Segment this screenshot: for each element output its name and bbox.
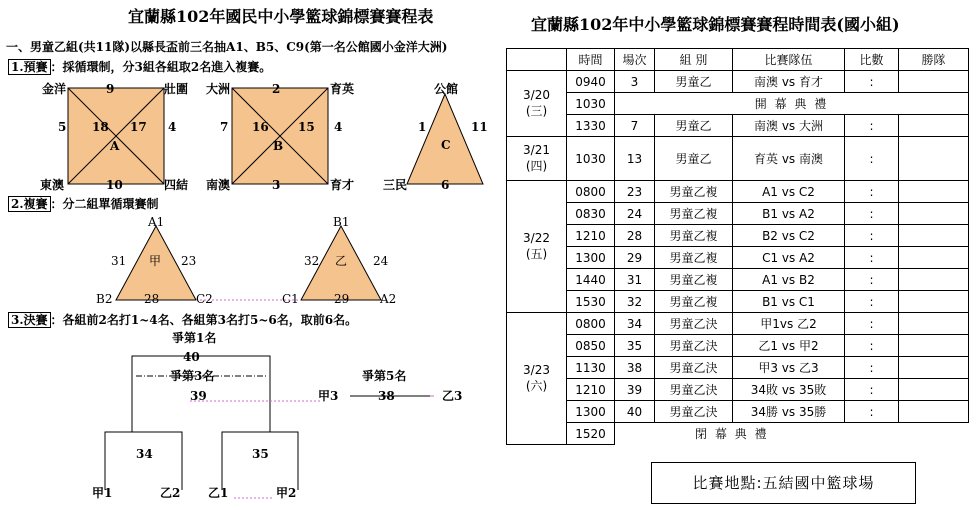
closing-ceremony: 閉 幕 典 禮: [695, 427, 769, 442]
jia-bottom-no: 28: [144, 292, 160, 306]
table-row: 3/23 (六) 0800 34 男童乙決 甲1vs 乙2 :: [507, 313, 969, 335]
final-bracket-diagram: [0, 330, 500, 510]
table-row: 1210 28 男童乙複 B2 vs C2 :: [507, 225, 969, 247]
table-row: 1520 閉 幕 典 禮: [507, 423, 969, 445]
bracket-team-3: 乙1: [208, 486, 229, 500]
yi-bottom-no: 29: [334, 292, 350, 306]
table-row: 1530 32 男童乙複 B1 vs C1 :: [507, 291, 969, 313]
group-c-label: C: [441, 138, 451, 152]
jia-left-no: 31: [111, 254, 127, 268]
prelim-heading: [8, 59, 271, 75]
group-a-br-team: 四結: [164, 178, 189, 192]
group-c-right-no: 11: [471, 120, 488, 134]
second-round-diagram: [90, 220, 410, 310]
group-a-label: A: [110, 139, 120, 153]
final-label: 3.決賽: [8, 312, 51, 328]
group-b-left-no: 7: [220, 120, 229, 134]
group-a-diag2-no: 17: [130, 120, 147, 134]
group-b-bl-team: 南澳: [206, 178, 231, 192]
final-heading: [8, 312, 357, 328]
group-a-right-no: 4: [168, 120, 177, 134]
group-b-top-no: 2: [272, 82, 281, 96]
group-b-br-team: 育才: [330, 178, 355, 192]
header-group: 組 別: [655, 49, 733, 71]
second-label: 2.複賽: [8, 196, 51, 212]
yi-right-no: 24: [373, 254, 389, 268]
group-c-bottom-no: 6: [441, 178, 450, 192]
group-b-diag1-no: 16: [252, 120, 269, 134]
jia-label: 甲: [149, 254, 162, 268]
fifth-right-team: 乙3: [442, 389, 463, 403]
table-row: 3/20 (三) 0940 3 男童乙 南澳 vs 育才 :: [507, 71, 969, 93]
table-row: 1330 7 男童乙 南澳 vs 大洲 :: [507, 115, 969, 137]
table-row: 1300 29 男童乙複 C1 vs A2 :: [507, 247, 969, 269]
table-row: 1440 31 男童乙複 A1 vs B2 :: [507, 269, 969, 291]
table-row: 1130 38 男童乙決 甲3 vs 乙3 :: [507, 357, 969, 379]
second-heading: [8, 196, 159, 212]
group-c-top-team: 公館: [434, 82, 459, 96]
header-time: 時間: [567, 49, 615, 71]
date-cell: 3/21 (四): [507, 137, 567, 181]
semi1-game-no: 34: [136, 447, 153, 461]
jia-right-no: 23: [181, 254, 197, 268]
final-rule: ：各組前2名打1~4名、各組第3名打5~6名，取前6名。: [50, 313, 358, 327]
bracket-team-1: 甲1: [92, 486, 113, 500]
header-teams: 比賽隊伍: [733, 49, 845, 71]
table-row: 3/21 (四) 1030 13 男童乙 育英 vs 南澳 :: [507, 137, 969, 181]
second-rule: ：分二組單循環賽制: [50, 197, 159, 211]
group-a-bottom-no: 10: [106, 178, 123, 192]
table-header-row: [507, 49, 969, 71]
left-title: 宜蘭縣102年國民中小學籃球錦標賽賽程表: [128, 7, 434, 26]
date-cell: 3/23 (六): [507, 313, 567, 445]
header-winner: 勝隊: [899, 49, 969, 71]
yi-left-no: 32: [304, 254, 320, 268]
table-row: 1030 開 幕 典 禮: [507, 93, 969, 115]
third-place-title: 爭第3名: [170, 369, 215, 383]
fifth-place-title: 爭第5名: [362, 369, 407, 383]
venue-box: 比賽地點:五結國中籃球場: [651, 462, 916, 504]
group-b-bottom-no: 3: [272, 178, 281, 192]
group-a-diag1-no: 18: [92, 120, 109, 134]
group-c-left-no: 1: [418, 120, 427, 134]
jia-br-seed: C2: [196, 292, 213, 306]
third-game-no: 39: [190, 389, 207, 403]
table-row: 1300 40 男童乙決 34勝 vs 35勝 :: [507, 401, 969, 423]
yi-label: 乙: [335, 254, 348, 268]
final-game-no: 40: [183, 350, 200, 364]
jia-bl-seed: B2: [96, 292, 113, 306]
table-row: 1210 39 男童乙決 34敗 vs 35敗 :: [507, 379, 969, 401]
date-cell: 3/20 (三): [507, 71, 567, 137]
group-a-tl-team: 金洋: [42, 82, 67, 96]
group-a-left-no: 5: [58, 120, 67, 134]
group-a-tr-team: 壯圍: [164, 82, 189, 96]
bracket-team-2: 乙2: [160, 486, 181, 500]
group-a-top-no: 9: [106, 82, 115, 96]
opening-ceremony: 開 幕 典 禮: [615, 93, 969, 115]
fifth-game-no: 38: [378, 389, 395, 403]
header-game-no: 場次: [615, 49, 655, 71]
group-b-tl-team: 大洲: [206, 82, 231, 96]
yi-top-seed: B1: [333, 215, 350, 229]
semi2-game-no: 35: [252, 447, 269, 461]
table-row: 0850 35 男童乙決 乙1 vs 甲2 :: [507, 335, 969, 357]
bracket-team-4: 甲2: [276, 486, 297, 500]
header-date: [507, 49, 567, 71]
group-b-label: B: [273, 139, 284, 153]
yi-br-seed: A2: [380, 292, 397, 306]
group-b-diag2-no: 15: [298, 120, 315, 134]
group-c-bl-team: 三民: [383, 178, 408, 192]
group-a-bl-team: 東澳: [40, 178, 65, 192]
yi-bl-seed: C1: [282, 292, 299, 306]
prelim-label: 1.預賽: [8, 59, 51, 75]
schedule-title: 宜蘭縣102年中小學籃球錦標賽賽程時間表(國小組): [531, 15, 900, 34]
group-b-right-no: 4: [334, 120, 343, 134]
schedule-table: [506, 48, 969, 445]
fifth-left-team: 甲3: [318, 389, 339, 403]
prelim-rule: ：採循環制，分3組各組取2名進入複賽。: [50, 60, 272, 74]
table-row: 0830 24 男童乙複 B1 vs A2 :: [507, 203, 969, 225]
group-description: 一、男童乙組(共11隊)以縣長盃前三名抽A1、B5、C9(第一名公館國小金洋大洲): [6, 40, 448, 54]
date-cell: 3/22 (五): [507, 181, 567, 313]
table-row: 3/22 (五) 0800 23 男童乙複 A1 vs C2 :: [507, 181, 969, 203]
jia-top-seed: A1: [148, 215, 165, 229]
first-place-title: 爭第1名: [172, 331, 217, 345]
group-b-tr-team: 育英: [330, 82, 355, 96]
header-score: 比數: [845, 49, 899, 71]
